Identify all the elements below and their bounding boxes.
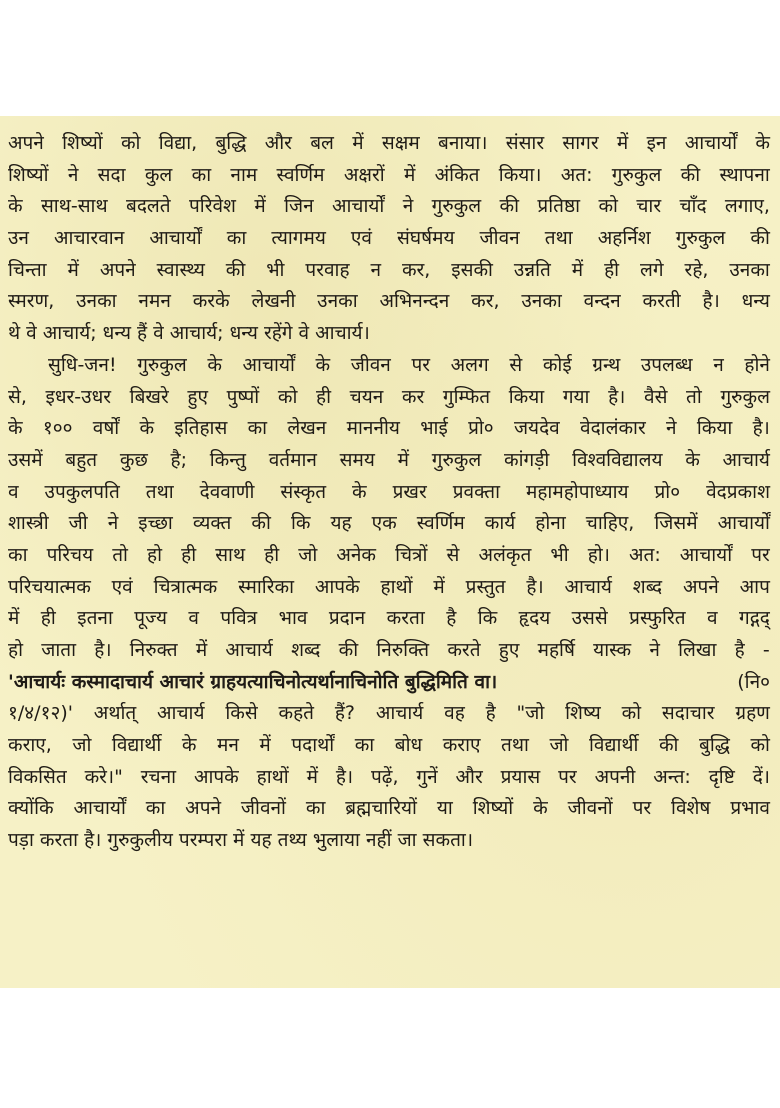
paragraph-2 [8, 350, 770, 857]
document-body [8, 128, 770, 857]
text-line: स्मरण, उनका नमन करके लेखनी उनका अभिनन्दन कर, उनका वन्दन करती है। धन्य [8, 290, 770, 313]
text-line: शास्त्री जी ने इच्छा व्यक्त की कि यह एक स्वर्णिम कार्य होना चाहिए, जिसमें आचार्यों [8, 512, 770, 535]
text-line: के १०० वर्षों के इतिहास का लेखन माननीय भाई प्रो० जयदेव वेदालंकार ने किया है। [8, 417, 770, 440]
text-line: शिष्यों ने सदा कुल का नाम स्वर्णिम अक्षरों में अंकित किया। अत: गुरुकुल की स्थापना [8, 163, 770, 186]
quote-reference: (नि० [737, 670, 770, 693]
text-line: परिचयात्मक एवं चित्रात्मक स्मारिका आपके हाथों में प्रस्तुत है। आचार्य शब्द अपने आप [8, 575, 770, 598]
text-line: सुधि-जन! गुरुकुल के आचार्यों के जीवन पर अलग से कोई ग्रन्थ उपलब्ध न होने [48, 353, 770, 376]
paragraph-1 [8, 128, 770, 350]
text-line: उसमें बहुत कुछ है; किन्तु वर्तमान समय में गुरुकुल कांगड़ी विश्वविद्यालय के आचार्य [8, 448, 770, 471]
text-line: थे वे आचार्य; धन्य हैं वे आचार्य; धन्य रहेंगे वे आचार्य। [8, 322, 370, 345]
text-line: १/४/१२)' अर्थात् आचार्य किसे कहते हैं? आचार्य वह है "जो शिष्य को सदाचार ग्रहण [8, 702, 770, 725]
text-line: उन आचारवान आचार्यों का त्यागमय एवं संघर्षमय जीवन तथा अहर्निश गुरुकुल की [8, 227, 770, 250]
text-line: चिन्ता में अपने स्वास्थ्य की भी परवाह न कर, इसकी उन्नति में ही लगे रहे, उनका [8, 258, 770, 281]
quote-line [8, 667, 770, 699]
text-line: अपने शिष्यों को विद्या, बुद्धि और बल में सक्षम बनाया। संसार सागर में इन आचार्यों के [8, 132, 770, 154]
sanskrit-quote: 'आचार्यः कस्मादाचार्य आचारं ग्राहयत्याचिनोत्यर्थानाचिनोति बुद्धिमिति वा। [8, 670, 498, 693]
text-line: पड़ा करता है। गुरुकुलीय परम्परा में यह तथ्य भुलाया नहीं जा सकता। [8, 829, 474, 852]
page-scan [0, 116, 780, 988]
text-line: से, इधर-उधर बिखरे हुए पुष्पों को ही चयन कर गुम्फित किया गया है। वैसे तो गुरुकुल [8, 385, 770, 408]
text-line: हो जाता है। निरुक्त में आचार्य शब्द की निरुक्ति करते हुए महर्षि यास्क ने लिखा है - [8, 639, 770, 661]
text-line: में ही इतना पूज्य व पवित्र भाव प्रदान करता है कि हृदय उससे प्रस्फुरित व गद्गद् [8, 607, 770, 630]
text-line: कराए, जो विद्यार्थी के मन में पदार्थों का बोध कराए तथा जो विद्यार्थी की बुद्धि को [8, 734, 770, 757]
text-line: क्योंकि आचार्यों का अपने जीवनों का ब्रह्मचारियों या शिष्यों के जीवनों पर विशेष प्रभाव [8, 797, 770, 820]
text-line: का परिचय तो हो ही साथ ही जो अनेक चित्रों से अलंकृत भी हो। अत: आचार्यों पर [8, 543, 770, 566]
text-line: व उपकुलपति तथा देववाणी संस्कृत के प्रखर प्रवक्ता महामहोपाध्याय प्रो० वेदप्रकाश [8, 480, 770, 503]
text-line: के साथ-साथ बदलते परिवेश में जिन आचार्यों ने गुरुकुल की प्रतिष्ठा को चार चाँद लगाए, [8, 195, 770, 218]
text-line: विकसित करे।" रचना आपके हाथों में है। पढ़ें, गुनें और प्रयास पर अपनी अन्त: दृष्टि दें। [8, 765, 770, 788]
